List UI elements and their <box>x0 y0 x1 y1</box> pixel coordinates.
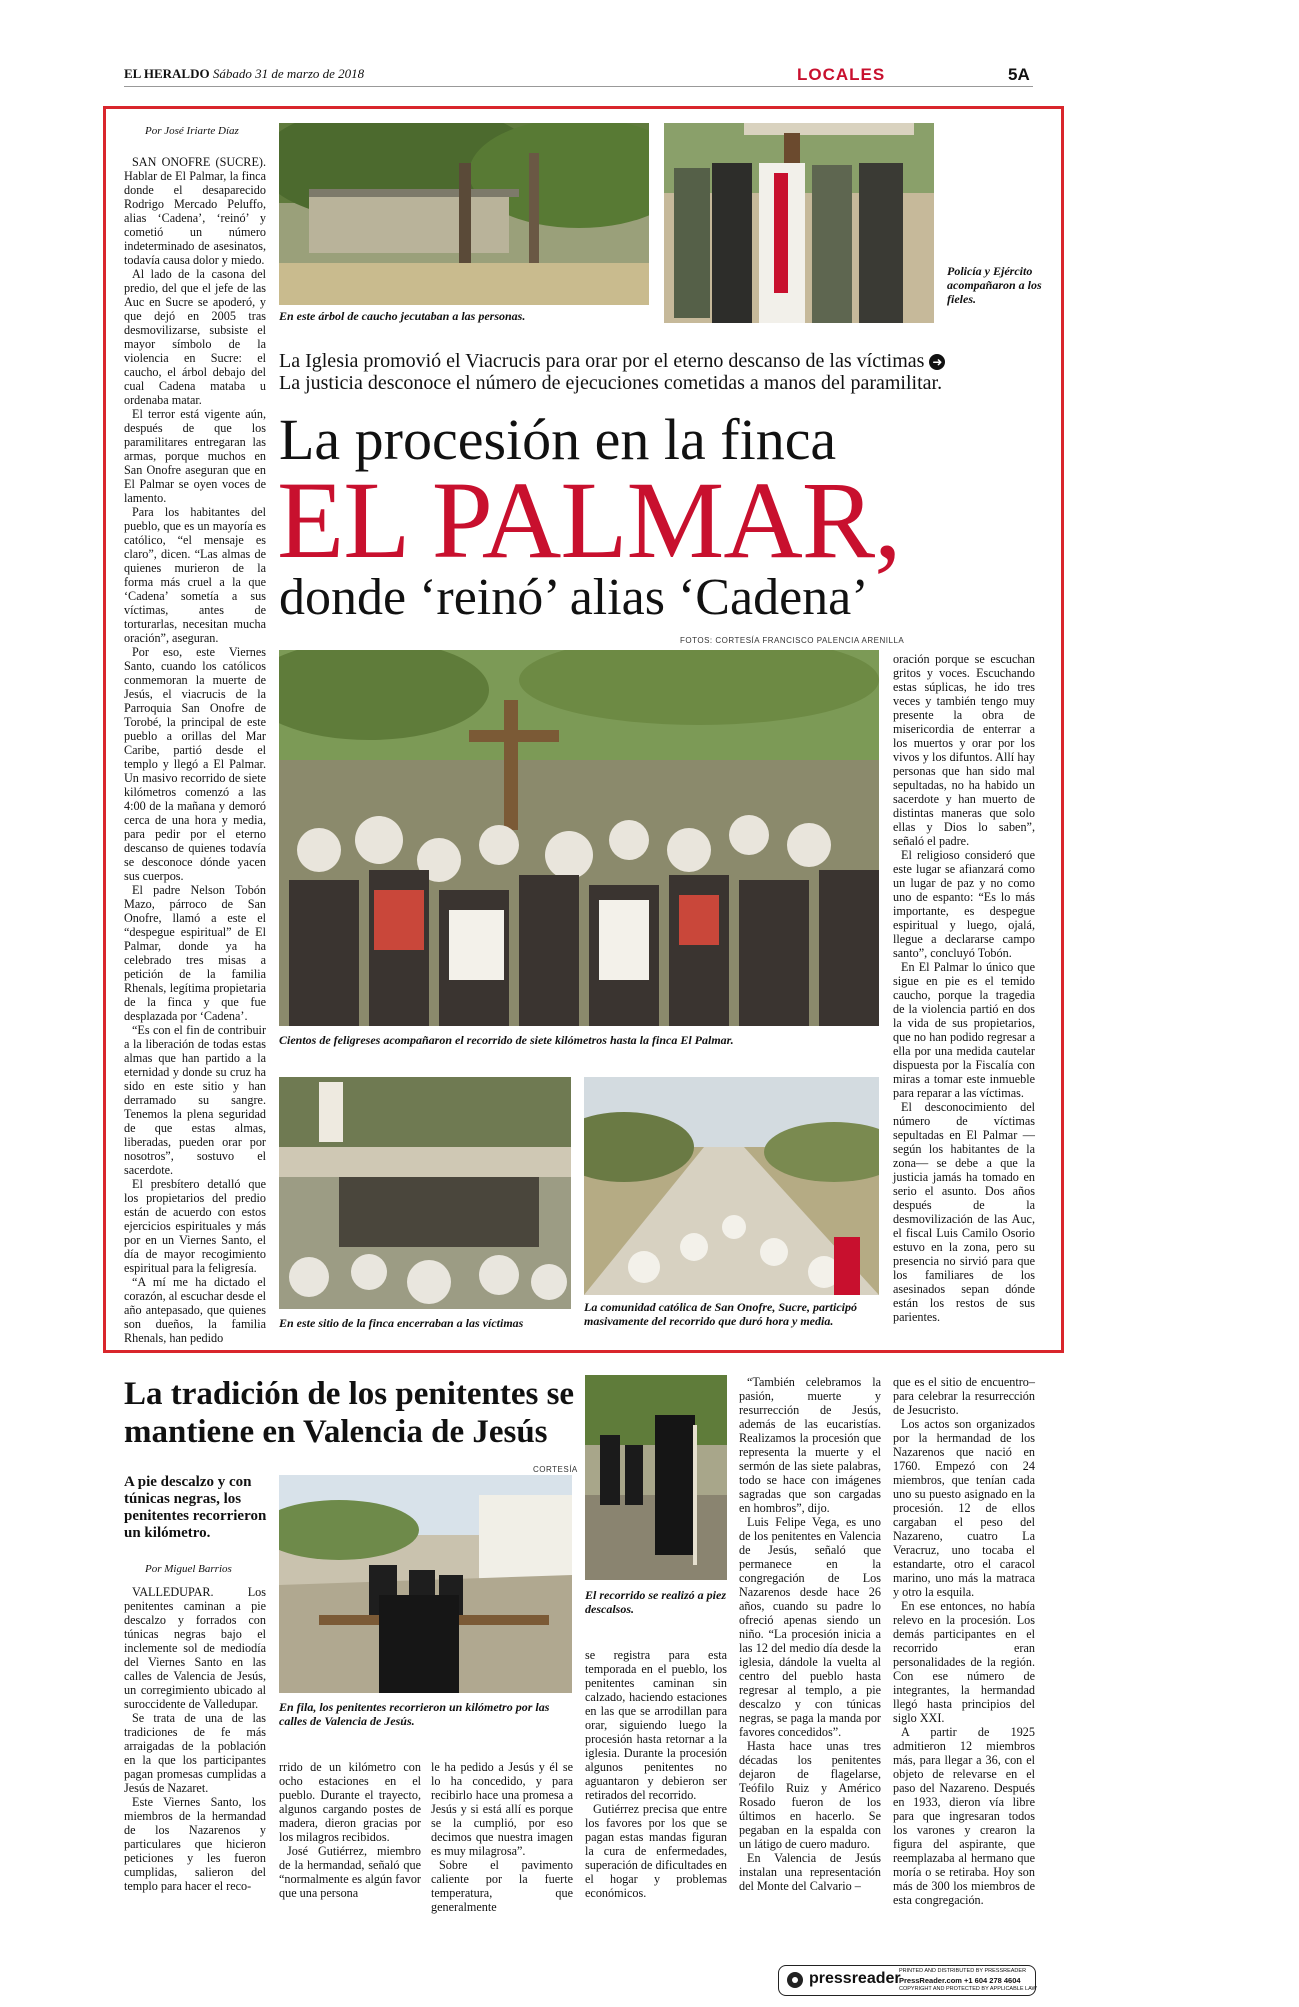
paragraph: Gutiérrez precisa que entre los favores por los que se pagan estas mandas figuran la cura de enfermedades, superación de dificultades en el hogar y problemas económicos. <box>585 1802 727 1900</box>
story-column-4 <box>893 652 1035 1324</box>
paragraph: El padre Nelson Tobón Mazo, párroco de San Onofre, llamó a este el “despegue espiritual” de El Palmar, donde ya ha celebrado tres misas a petición de la familia Rhenals, legítima propietaria de la finca y que fue desplazada por ‘Cadena’. <box>124 883 266 1023</box>
second-column-f <box>893 1375 1035 1907</box>
paragraph: El terror está vigente aún, después de que los paramilitares entregaran las armas, porque muchos en San Onofre aseguran que en El Palmar se oyen voces de lamento. <box>124 407 266 505</box>
paragraph: que es el sitio de encuentro–para celebrar la resurrección de Jesucristo. <box>893 1375 1035 1417</box>
photo-crowd <box>279 650 879 1026</box>
paragraph: El religioso consideró que este lugar se afianzará como un lugar de paz y no como uno de espanto: “Es lo más importante, es despegue espiritual y luego, ojalá, llegue a declararse campo santo”, concluyó Tobón. <box>893 848 1035 960</box>
paragraph: En ese entonces, no había relevo en la procesión. Los demás participantes en el recorrido eran personalidades de la región. Con ese número de integrantes, la hermandad llegó hasta principios del siglo XXI. <box>893 1599 1035 1725</box>
paper-name: EL HERALDO <box>124 66 210 81</box>
section-name: LOCALES <box>797 65 886 84</box>
paragraph: Al lado de la casona del predio, del que el jefe de las Auc en Sucre se apoderó, y que dejó en 2005 tras desmovilizarse, subsiste el mayor símbolo de la violencia en Sucre: el caucho, el árbol debajo del cual Cadena mataba u ordenaba matar. <box>124 267 266 407</box>
paragraph: rrido de un kilómetro con ocho estaciones en el pueblo. Durante el trayecto, algunos cargando postes de madera, dieron gracias por los milagros recibidos. <box>279 1760 421 1844</box>
caption-penitent-barefoot: El recorrido se realizó a piez descalsos. <box>585 1588 726 1616</box>
second-column-d <box>585 1648 727 1900</box>
page-number: 5A <box>1008 65 1030 84</box>
logo-dot <box>792 1977 798 1983</box>
headline-line-2: EL PALMAR, <box>277 459 901 581</box>
paragraph: En Valencia de Jesús instalan una representación del Monte del Calvario – <box>739 1851 881 1893</box>
paragraph: Este Viernes Santo, los miembros de la hermandad de los Nazarenos y particulares que hicieron peticiones y les fueron cumplidas, salieron del templo para hacer el reco- <box>124 1795 266 1893</box>
caption-police: Policía y Ejército acompañaron a los fieles. <box>947 264 1042 306</box>
paragraph: se registra para esta temporada en el pueblo, los penitentes caminan sin calzado, haciendo estaciones en las que se arrodillan para orar, siguiendo luego la procesión hasta retornar a la iglesia. Durante la procesión algunos penitentes no aguantaron y debieron ser retirados del recorrido. <box>585 1648 727 1802</box>
caption-site: En este sitio de la finca encerraban a las víctimas <box>279 1316 524 1330</box>
pressreader-brand: pressreader <box>809 1970 901 1987</box>
second-column-e <box>739 1375 881 1893</box>
paragraph: Por eso, este Viernes Santo, cuando los católicos conmemoran la muerte de Jesús, el viacrucis de la Parroquia San Onofre de Torobé, la principal de este pueblo a orillas del Mar Caribe, partió desde el templo y llegó a El Palmar. Un masivo recorrido de siete kilómetros comenzó a las 4:00 de la mañana y demoró cerca de una hora y media, para pedir por el eterno descanso de quienes todavía se desconoce dónde yacen sus cuerpos. <box>124 645 266 883</box>
headline-line-1: La procesión en la finca <box>279 407 837 472</box>
paragraph: Luis Felipe Vega, es uno de los penitentes en Valencia de Jesús, señaló que permanece en la congregación de Los Nazarenos desde hace 26 años, cuando su padre lo ofreció apenas siendo un niño. “La procesión inicia a las 12 del medio día desde la iglesia, dándole la vuelta al centro del pueblo hasta regresar al templo, a pie descalzo y con túnicas negras, se paga la manda por favores concedidos”. <box>739 1515 881 1739</box>
photo-site <box>279 1077 571 1309</box>
issue-date: Sábado 31 de marzo de 2018 <box>212 66 365 81</box>
second-byline: Por Miguel Barrios <box>145 1563 232 1575</box>
byline: Por José Iriarte Díaz <box>145 125 239 137</box>
second-headline: La tradición de los penitentes se mantiene en Valencia de Jesús <box>124 1376 575 1450</box>
paragraph: Para los habitantes del pueblo, que es un mayoría es católico, “el mensaje es claro”, dicen. “Las almas de quienes murieron de la forma más cruel a la que ‘Cadena’ sometía a sus víctimas, antes de torturarlas, necesitan mucha oración”, aseguran. <box>124 505 266 645</box>
pressreader-badge[interactable] <box>778 1965 1036 1996</box>
header-divider <box>124 86 1033 87</box>
paragraph: Los actos son organizados por la hermandad de los Nazarenos que nació en 1760. Empezó con 24 miembros, que tenían cada uno su puesto asignado en la procesión. 12 de ellos cargaban el peso del Nazareno, cuatro La Veracruz, uno tocaba el estandarte, otro el caracol marino, uno más la matraca y otro la esquila. <box>893 1417 1035 1599</box>
paragraph: SAN ONOFRE (SUCRE). Hablar de El Palmar, la finca donde el desaparecido Rodrigo Mercado Peluffo, alias ‘Cadena’, ‘reinó’ y cometió un número indeterminado de asesinatos, todavía causa dolor y miedo. <box>124 155 266 267</box>
paragraph: VALLEDUPAR. Los penitentes caminan a pie descalzo y forrados con túnicas negras bajo el inclemente sol de mediodía del Viernes Santo en las calles de Valencia de Jesús, un corregimiento ubicado al suroccidente de Valledupar. <box>124 1585 266 1711</box>
subhead-2: La justicia desconoce el número de ejecuciones cometidas a manos del paramilitar. <box>279 372 943 394</box>
paragraph: El desconocimiento del número de víctimas sepultadas en El Palmar —según los habitantes de la zona— se debe a que la justicia jamás ha tomado en serio el asunto. Dos años después de la desmovilización de las Auc, el fiscal Luis Camilo Osorio estuvo en la zona, pero su presencia no sirvió para que los familiares de los asesinados sepan dónde están los restos de sus parientes. <box>893 1100 1035 1324</box>
second-photo-credit: CORTESÍA <box>533 1465 578 1474</box>
photo-community <box>584 1077 879 1295</box>
second-column-c <box>431 1760 573 1914</box>
paragraph: Hasta hace unas tres décadas los penitentes dejaron de flagelarse, Teófilo Ruiz y Américo Rosado fueron de los últimos en hacerlo. Se pegaban en la espalda con un látigo de cuero maduro. <box>739 1739 881 1851</box>
right-arrow-circle-icon: ➜ <box>929 354 945 370</box>
pressreader-line-3: COPYRIGHT AND PROTECTED BY APPLICABLE LAW <box>899 1986 1037 1992</box>
paragraph: “También celebramos la pasión, muerte y resurrección de Jesús, además de las eucaristías. Realizamos la procesión que representa la muerte y el sermón de las siete palabras, todo se hace con imágenes sagradas que son cargadas en hombros”, dijo. <box>739 1375 881 1515</box>
paragraph: El presbítero detalló que los propietarios del predio están de acuerdo con estos ejercicios espirituales y más por en un Viernes Santo, el día de mayor recogimiento espiritual para la feligresía. <box>124 1177 266 1275</box>
caption-tree: En este árbol de caucho jecutaban a las personas. <box>279 309 526 323</box>
pressreader-line-1: PRINTED AND DISTRIBUTED BY PRESSREADER <box>899 1968 1027 1974</box>
paragraph: le ha pedido a Jesús y él se lo ha concedido, y para recibirlo hace una promesa a Jesús y si está allí es porque se la cumplió, por eso decimos que nuestra imagen es muy milagrosa”. <box>431 1760 573 1858</box>
paragraph: Sobre el pavimento caliente por la fuerte temperatura, que generalmente <box>431 1858 573 1914</box>
headline-line-3: donde ‘reinó’ alias ‘Cadena’ <box>279 569 869 626</box>
paragraph: En El Palmar lo único que sigue en pie es el temido caucho, porque la tragedia de la violencia partió en dos la vida de sus propietarios, que no han podido regresar a ella por una medida cautelar dispuesta por la Fiscalía con miras a tomar este inmueble para reparar a las víctimas. <box>893 960 1035 1100</box>
paragraph: “Es con el fin de contribuir a la liberación de todas estas almas que han partido a la eternidad y donde su cruz ha sido en este sitio y han derramado su sangre. Tenemos la plena seguridad de que estas almas, liberadas, pueden orar por nosotros”, sostuvo el sacerdote. <box>124 1023 266 1177</box>
subhead-1 <box>279 350 1019 372</box>
second-column-b <box>279 1760 421 1900</box>
paragraph: “A mí me ha dictado el corazón, al escuchar desde el año antepasado, que quienes son dueños, la familia Rhenals, han pedido <box>124 1275 266 1345</box>
photo-penitent-barefoot <box>585 1375 727 1580</box>
paragraph: A partir de 1925 admitieron 12 miembros más, para llegar a 36, con el objeto de relevarse en el paso del Nazareno. Después en 1933, dieron vía libre para que ingresaran todos los varones y crearon la figura del aspirante, que reemplazaba al hermano que moría o se retiraba. Hoy son más de 300 los miembros de esta congregación. <box>893 1725 1035 1907</box>
paragraph: Se trata de una de las tradiciones de fe más arraigadas de la población en la que los participantes pagan promesas cumplidas a Jesús de Nazaret. <box>124 1711 266 1795</box>
second-column-a <box>124 1585 266 1893</box>
photo-police-priest <box>664 123 934 323</box>
paragraph: José Gutiérrez, miembro de la hermandad, señaló que “normalmente es algún favor que una persona <box>279 1844 421 1900</box>
subhead-1-text: La Iglesia promovió el Viacrucis para orar por el eterno descanso de las víctimas <box>279 350 925 372</box>
caption-community: La comunidad católica de San Onofre, Sucre, participó masivamente del recorrido que duró hora y media. <box>584 1300 857 1328</box>
caption-crowd: Cientos de feligreses acompañaron el recorrido de siete kilómetros hasta la finca El Palmar. <box>279 1033 734 1047</box>
caption-penitents-line: En fila, los penitentes recorrieron un kilómetro por las calles de Valencia de Jesús. <box>279 1700 550 1728</box>
second-deck: A pie descalzo y con túnicas negras, los penitentes recorrieron un kilómetro. <box>124 1474 267 1541</box>
pressreader-line-2: PressReader.com +1 604 278 4604 <box>899 1976 1021 1985</box>
photo-credit: FOTOS: CORTESÍA FRANCISCO PALENCIA ARENILLA <box>680 636 905 645</box>
story-column-1 <box>124 155 266 1345</box>
photo-tree <box>279 123 649 305</box>
paragraph: oración porque se escuchan gritos y voces. Escuchando estas súplicas, he ido tres veces y también tengo muy presente la obra de misericordia de enterrar a los muertos y orar por los vivos y los difuntos. Allí hay personas que han sido mal sepultadas, no ha habido un sacerdote y han muerto de distintas maneras que solo ellas y Dios lo saben”, señaló el padre. <box>893 652 1035 848</box>
page-header <box>124 66 364 82</box>
photo-penitents-line <box>279 1475 572 1693</box>
